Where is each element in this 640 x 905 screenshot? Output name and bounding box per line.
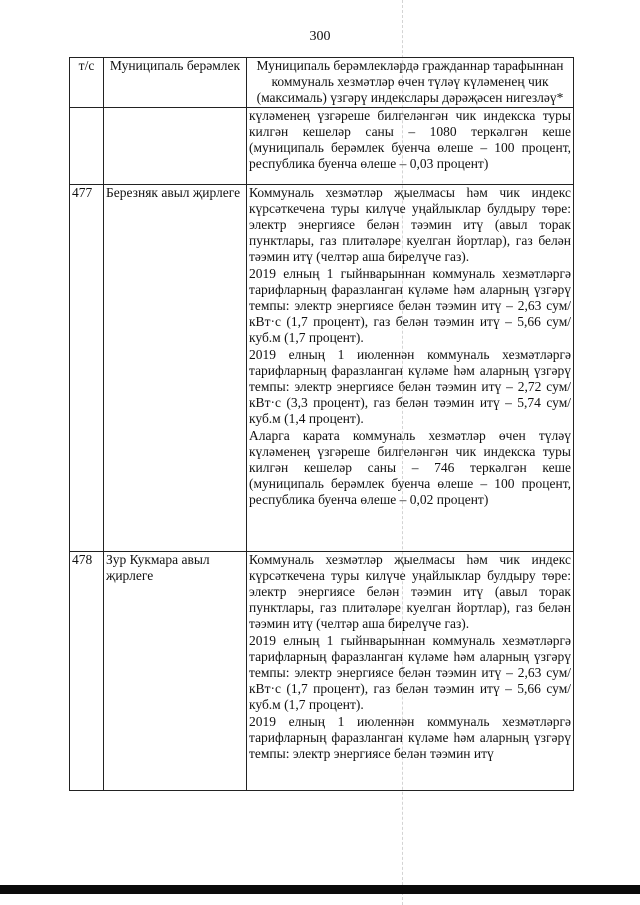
header-municipality: Муниципаль берәмлек [104,58,247,108]
scan-bottom-bar [0,885,640,894]
table-header-row [70,58,574,108]
cell-num: 477 [70,184,104,551]
cell-municipality: Березняк авыл җирлеге [104,184,247,551]
header-num: т/с [70,58,104,108]
continuation-text: күләменең үзгәреше билгеләнгән чик индекска туры килгән кешеләр саны – 1080 теркәлгән кеше (муниципаль берәмлек буенча өлеше – 100 процент, республика буенча өлеше – 0,03 процент) [249,107,571,172]
cell-municipality-empty [104,107,247,184]
cell-description [247,107,574,184]
tariff-table [69,57,574,791]
paragraph: 2019 елның 1 июленнән коммуналь хезмәтләргә тарифларның фаразланган күләме һәм аларның үзгәрү темпы: электр энергиясе белән тәэмин итү – 2,72 сум/кВт·с (3,3 процент), газ белән тәэмин итү – 5,74 сум/куб.м (1,4 процент). [249,346,571,427]
header-description: Муниципаль берәмлекләрдә гражданнар тарафыннан коммуналь хезмәтләр өчен түләү күләменең чик (максималь) үзгәрү индекслары дәрәҗәсен нигезләү* [247,58,574,108]
paragraph: 2019 елның 1 гыйнварыннан коммуналь хезмәтләргә тарифларның фаразланган күләме һәм аларның үзгәрү темпы: электр энергиясе белән тәэмин итү – 2,63 сум/кВт·с (1,7 процент), газ белән тәэмин итү – 5,66 сум/куб.м (1,7 процент). [249,632,571,713]
cell-municipality: Зур Кукмара авыл җирлеге [104,551,247,790]
paragraph: Коммуналь хезмәтләр җыелмасы һәм чик индекс күрсәткечена туры килүче уңайлыклар булдыру төре: электр энергиясе белән тәэмин итү (авыл торак пунктлары, газ плитәләре куелган йортлар), газ белән тәэмин итү (челтәр аша бирелүче газ). [249,184,571,265]
paragraph: Коммуналь хезмәтләр җыелмасы һәм чик индекс күрсәткечена туры килүче уңайлыклар булдыру төре: электр энергиясе белән тәэмин итү (авыл торак пунктлары, газ плитәләре куелган йортлар), газ белән тәэмин итү (челтәр аша бирелүче газ). [249,551,571,632]
page-number: 300 [309,29,331,44]
cell-description [247,184,574,551]
table-row-continuation [70,107,574,184]
paragraph: 2019 елның 1 гыйнварыннан коммуналь хезмәтләргә тарифларның фаразланган күләме һәм аларның үзгәрү темпы: электр энергиясе белән тәэмин итү – 2,63 сум/кВт·с (1,7 процент), газ белән тәэмин итү – 5,66 сум/куб.м (1,7 процент). [249,265,571,346]
cell-num-empty [70,107,104,184]
paragraph: Аларга карата коммуналь хезмәтләр өчен түләү күләменең үзгәреше билгеләнгән чик индекска туры килгән кешеләр саны – 746 теркәлгән кеше (муниципаль берәмлек буенча өлеше – 100 процент, республика буенча өлеше – 0,02 процент) [249,427,571,508]
table-row [70,184,574,551]
cell-description [247,551,574,790]
table-row [70,551,574,790]
cell-num: 478 [70,551,104,790]
paragraph: 2019 елның 1 июленнән коммуналь хезмәтләргә тарифларның фаразланган күләме һәм аларның үзгәрү темпы: электр энергиясе белән тәэмин итү [249,713,571,762]
